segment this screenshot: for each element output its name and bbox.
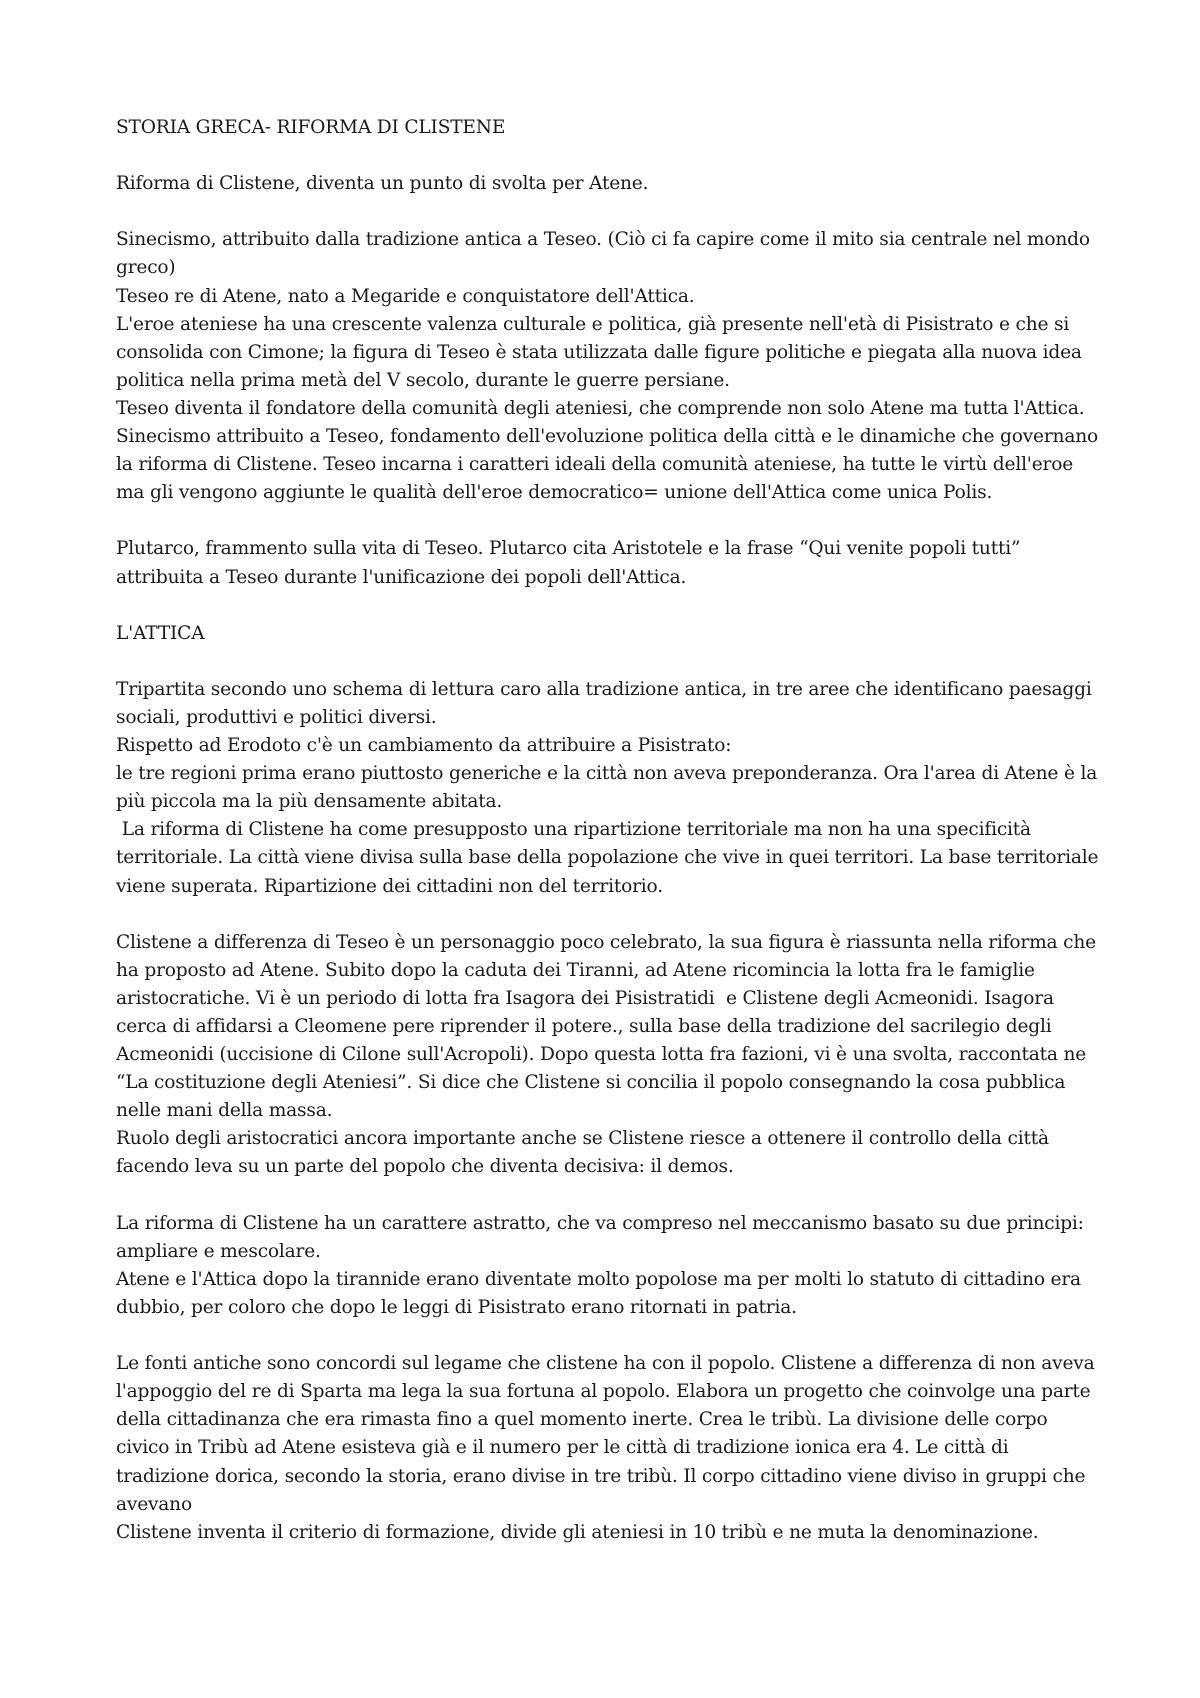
attica-line: Rispetto ad Erodoto c'è un cambiamento da attribuire a Pisistrato: bbox=[116, 735, 732, 757]
clistene-paragraph bbox=[116, 929, 1101, 1182]
intro-text: Riforma di Clistene, diventa un punto di svolta per Atene. bbox=[116, 173, 649, 195]
sinecismo-paragraph bbox=[116, 226, 1104, 507]
fonti-line: Clistene inventa il criterio di formazione, divide gli ateniesi in 10 tribù e ne muta la denominazione. bbox=[116, 1521, 1039, 1543]
plutarco-paragraph bbox=[116, 535, 1101, 591]
fonti-paragraph bbox=[116, 1350, 1101, 1547]
plutarco-text: Plutarco, frammento sulla vita di Teseo. Plutarco cita Aristotele e la frase “Qui venite popoli tutti” attribuita a Teseo durante l'unificazione dei popoli dell'Attica. bbox=[116, 538, 1027, 588]
clistene-line: Ruolo degli aristocratici ancora importante anche se Clistene riesce a ottenere il controllo della città facendo leva su un parte del popolo che diventa decisiva: il demos. bbox=[116, 1128, 1055, 1178]
document-body bbox=[116, 114, 1104, 1575]
attica-line: Tripartita secondo uno schema di lettura caro alla tradizione antica, in tre aree che identificano paesaggi sociali, produttivi e politici diversi. bbox=[116, 678, 1098, 728]
attica-line: le tre regioni prima erano piuttosto generiche e la città non aveva preponderanza. Ora l'area di Atene è la più piccola ma la più densamente abitata. bbox=[116, 763, 1103, 813]
document-title: STORIA GRECA- RIFORMA DI CLISTENE bbox=[116, 117, 506, 138]
riforma-paragraph bbox=[116, 1210, 1101, 1322]
sinecismo-line: Sinecismo, attribuito dalla tradizione antica a Teseo. (Ciò ci fa capire come il mito sia centrale nel mondo greco) bbox=[116, 229, 1096, 279]
sinecismo-line: Teseo diventa il fondatore della comunità degli ateniesi, che comprende non solo Atene ma tutta l'Attica. Sinecismo attribuito a Teseo, fondamento dell'evoluzione politica della città e le dinamiche che governano la riforma di Clistene. Teseo incarna i caratteri ideali della comunità ateniese, ha tutte le virtù dell'eroe ma gli vengono aggiunte le qualità dell'eroe democratico= unione dell'Attica come unica Polis. bbox=[116, 397, 1104, 504]
fonti-line: Le fonti antiche sono concordi sul legame che clistene ha con il popolo. Clistene a differenza di non aveva l'appoggio del re di Sparta ma lega la sua fortuna al popolo. Elabora un progetto che coinvolge una parte della cittadinanza che era rimasta fino a quel momento inerte. Crea le tribù. La divisione delle corpo civico in Tribù ad Atene esisteva già e il numero per le città di tradizione ionica era 4. Le città di tradizione dorica, secondo la storia, erano divise in tre tribù. Il corpo cittadino viene diviso in gruppi che avevano bbox=[116, 1353, 1101, 1515]
intro-paragraph bbox=[116, 170, 1101, 198]
riforma-line: La riforma di Clistene ha un carattere astratto, che va compreso nel meccanismo basato su due principi: ampliare e mescolare. bbox=[116, 1212, 1090, 1262]
attica-line: La riforma di Clistene ha come presupposto una ripartizione territoriale ma non ha una specificità territoriale. La città viene divisa sulla base della popolazione che vive in quei territori. La base territoriale viene superata. Ripartizione dei cittadini non del territorio. bbox=[116, 819, 1104, 897]
sinecismo-line: L'eroe ateniese ha una crescente valenza culturale e politica, già presente nell'età di Pisistrato e che si consolida con Cimone; la figura di Teseo è stata utilizzata dalle figure politiche e piegata alla nuova idea politica nella prima metà del V secolo, durante le guerre persiane. bbox=[116, 313, 1088, 391]
sinecismo-line: Teseo re di Atene, nato a Megaride e conquistatore dell'Attica. bbox=[116, 285, 695, 307]
attica-paragraph bbox=[116, 676, 1104, 901]
riforma-line: Atene e l'Attica dopo la tirannide erano diventate molto popolose ma per molti lo statuto di cittadino era dubbio, per coloro che dopo le leggi di Pisistrato erano ritornati in patria. bbox=[116, 1268, 1087, 1318]
clistene-line: Clistene a differenza di Teseo è un personaggio poco celebrato, la sua figura è riassunta nella riforma che ha proposto ad Atene. Subito dopo la caduta dei Tiranni, ad Atene ricomincia la lotta fra le famiglie aristocratiche. Vi è un periodo di lotta fra Isagora dei Pisistratidi e Clistene degli Acmeonidi. Isagora cerca di affidarsi a Cleomene pere riprender il potere., sulla base della tradizione del sacrilegio degli Acmeonidi (uccisione di Cilone sull'Acropoli). Dopo questa lotta fra fazioni, vi è una svolta, raccontata ne “La costituzione degli Ateniesi”. Si dice che Clistene si concilia il popolo consegnando la cosa pubblica nelle mani della massa. bbox=[116, 931, 1102, 1122]
section-heading-attica: L'ATTICA bbox=[116, 622, 205, 644]
